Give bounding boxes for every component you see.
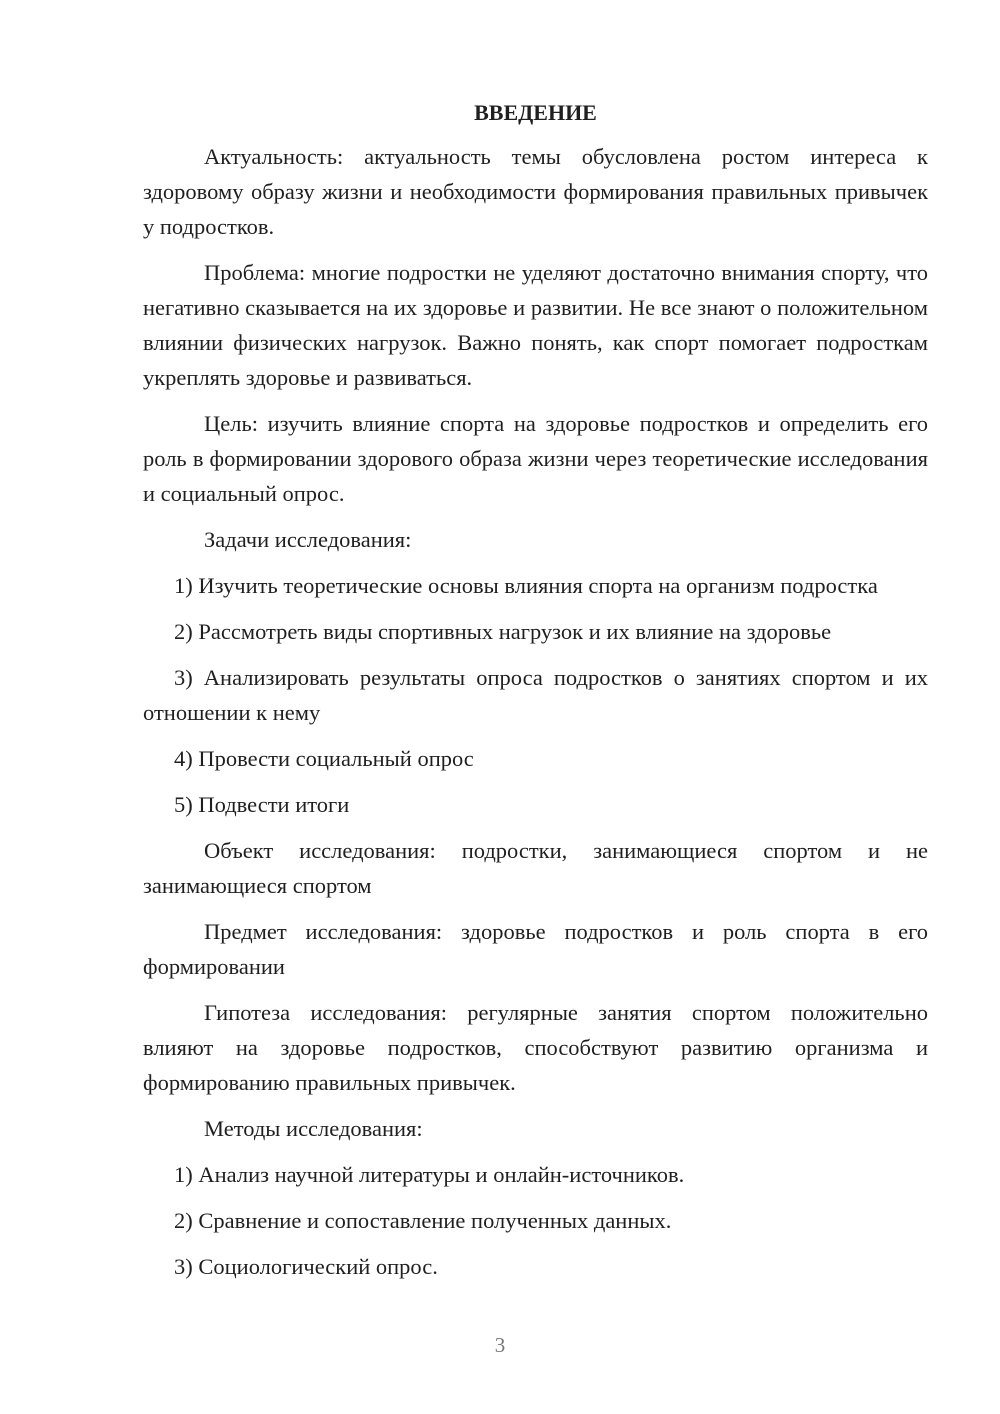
page-number: 3 bbox=[494, 1333, 506, 1357]
task-item-5: 5) Подвести итоги bbox=[174, 792, 350, 817]
page-content bbox=[143, 95, 928, 1295]
hypothesis-paragraph: Гипотеза исследования: регулярные занятия спортом положительно влияют на здоровье подростков, способствуют развитию организма и формированию правильных привычек. bbox=[143, 1000, 928, 1095]
object-paragraph: Объект исследования: подростки, занимающиеся спортом и не занимающиеся спортом bbox=[143, 838, 928, 898]
method-item-3: 3) Социологический опрос. bbox=[174, 1254, 438, 1279]
goal-paragraph: Цель: изучить влияние спорта на здоровье подростков и определить его роль в формировании здорового образа жизни через теоретические исследования и социальный опрос. bbox=[143, 411, 928, 506]
task-item-1: 1) Изучить теоретические основы влияния спорта на организм подростка bbox=[174, 573, 878, 598]
tasks-heading: Задачи исследования: bbox=[204, 527, 412, 552]
methods-heading: Методы исследования: bbox=[204, 1116, 423, 1141]
task-item-4: 4) Провести социальный опрос bbox=[174, 746, 474, 771]
page-title: ВВЕДЕНИЕ bbox=[474, 100, 597, 125]
method-item-2: 2) Сравнение и сопоставление полученных данных. bbox=[174, 1208, 672, 1233]
method-item-1: 1) Анализ научной литературы и онлайн-источников. bbox=[174, 1162, 685, 1187]
subject-paragraph: Предмет исследования: здоровье подростков и роль спорта в его формировании bbox=[143, 919, 928, 979]
relevance-paragraph: Актуальность: актуальность темы обусловлена ростом интереса к здоровому образу жизни и необходимости формирования правильных привычек у подростков. bbox=[143, 144, 928, 239]
problem-paragraph: Проблема: многие подростки не уделяют достаточно внимания спорту, что негативно сказывается на их здоровье и развитии. Не все знают о положительном влиянии физических нагрузок. Важно понять, как спорт помогает подросткам укреплять здоровье и развиваться. bbox=[143, 260, 928, 390]
task-item-2: 2) Рассмотреть виды спортивных нагрузок и их влияние на здоровье bbox=[174, 619, 832, 644]
task-item-3: 3) Анализировать результаты опроса подростков о занятиях спортом и их отношении к нему bbox=[143, 665, 928, 725]
